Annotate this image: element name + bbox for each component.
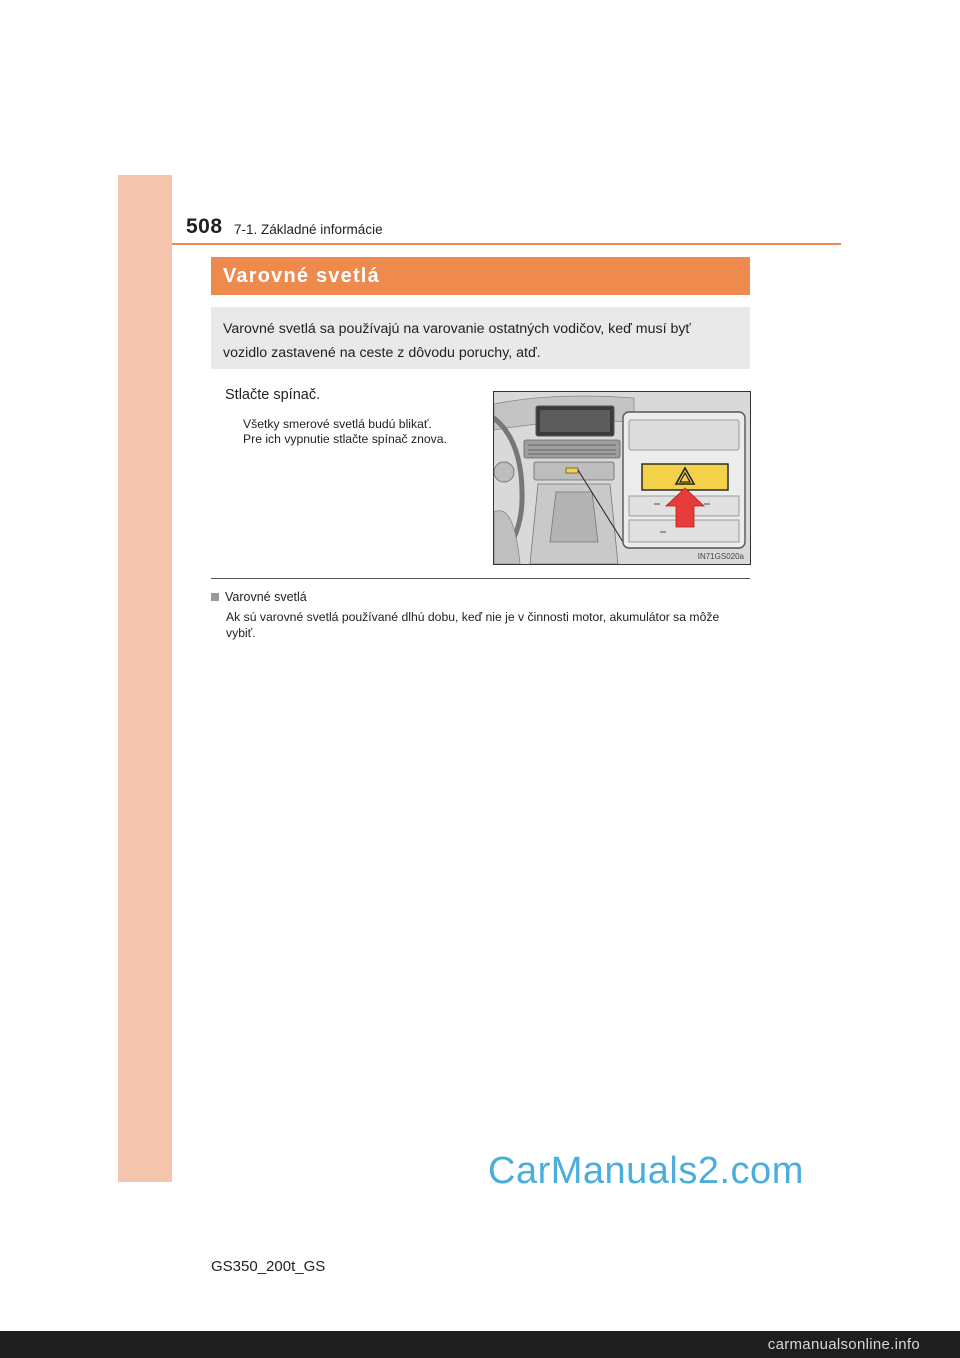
instruction-details <box>243 417 483 447</box>
footer-model: GS350_200t_GS <box>211 1258 326 1275</box>
section-divider <box>211 578 750 579</box>
bottom-watermark-strip <box>0 1331 960 1358</box>
chapter-title: 7-1. Základné informácie <box>234 222 383 237</box>
section-title: Varovné svetlá <box>223 264 380 287</box>
watermark-logo: CarManuals2.com <box>488 1150 804 1192</box>
note-heading <box>211 590 307 604</box>
dashboard-illustration <box>493 391 751 565</box>
intro-box: Varovné svetlá sa používajú na varovanie ostatných vodičov, keď musí byť vozidlo zastavené na ceste z dôvodu poruchy, atď. <box>211 307 750 369</box>
dashboard-drawing <box>494 392 750 564</box>
detail-line: Pre ich vypnutie stlačte spínač znova. <box>243 432 447 446</box>
note-body: Ak sú varovné svetlá používané dlhú dobu, keď nie je v činnosti motor, akumulátor sa môže vybiť. <box>226 610 720 640</box>
illustration-code: IN71GS020a <box>697 552 744 561</box>
square-bullet-icon <box>211 593 219 601</box>
watermark-url: carmanualsonline.info <box>767 1336 920 1353</box>
page-number: 508 <box>186 215 223 238</box>
note-title: Varovné svetlá <box>225 590 307 604</box>
instruction-step: Stlačte spínač. <box>225 387 321 403</box>
side-band <box>118 175 172 1182</box>
header-rule <box>172 243 841 245</box>
section-title-bar <box>211 257 750 295</box>
detail-line: Všetky smerové svetlá budú blikať. <box>243 417 432 431</box>
